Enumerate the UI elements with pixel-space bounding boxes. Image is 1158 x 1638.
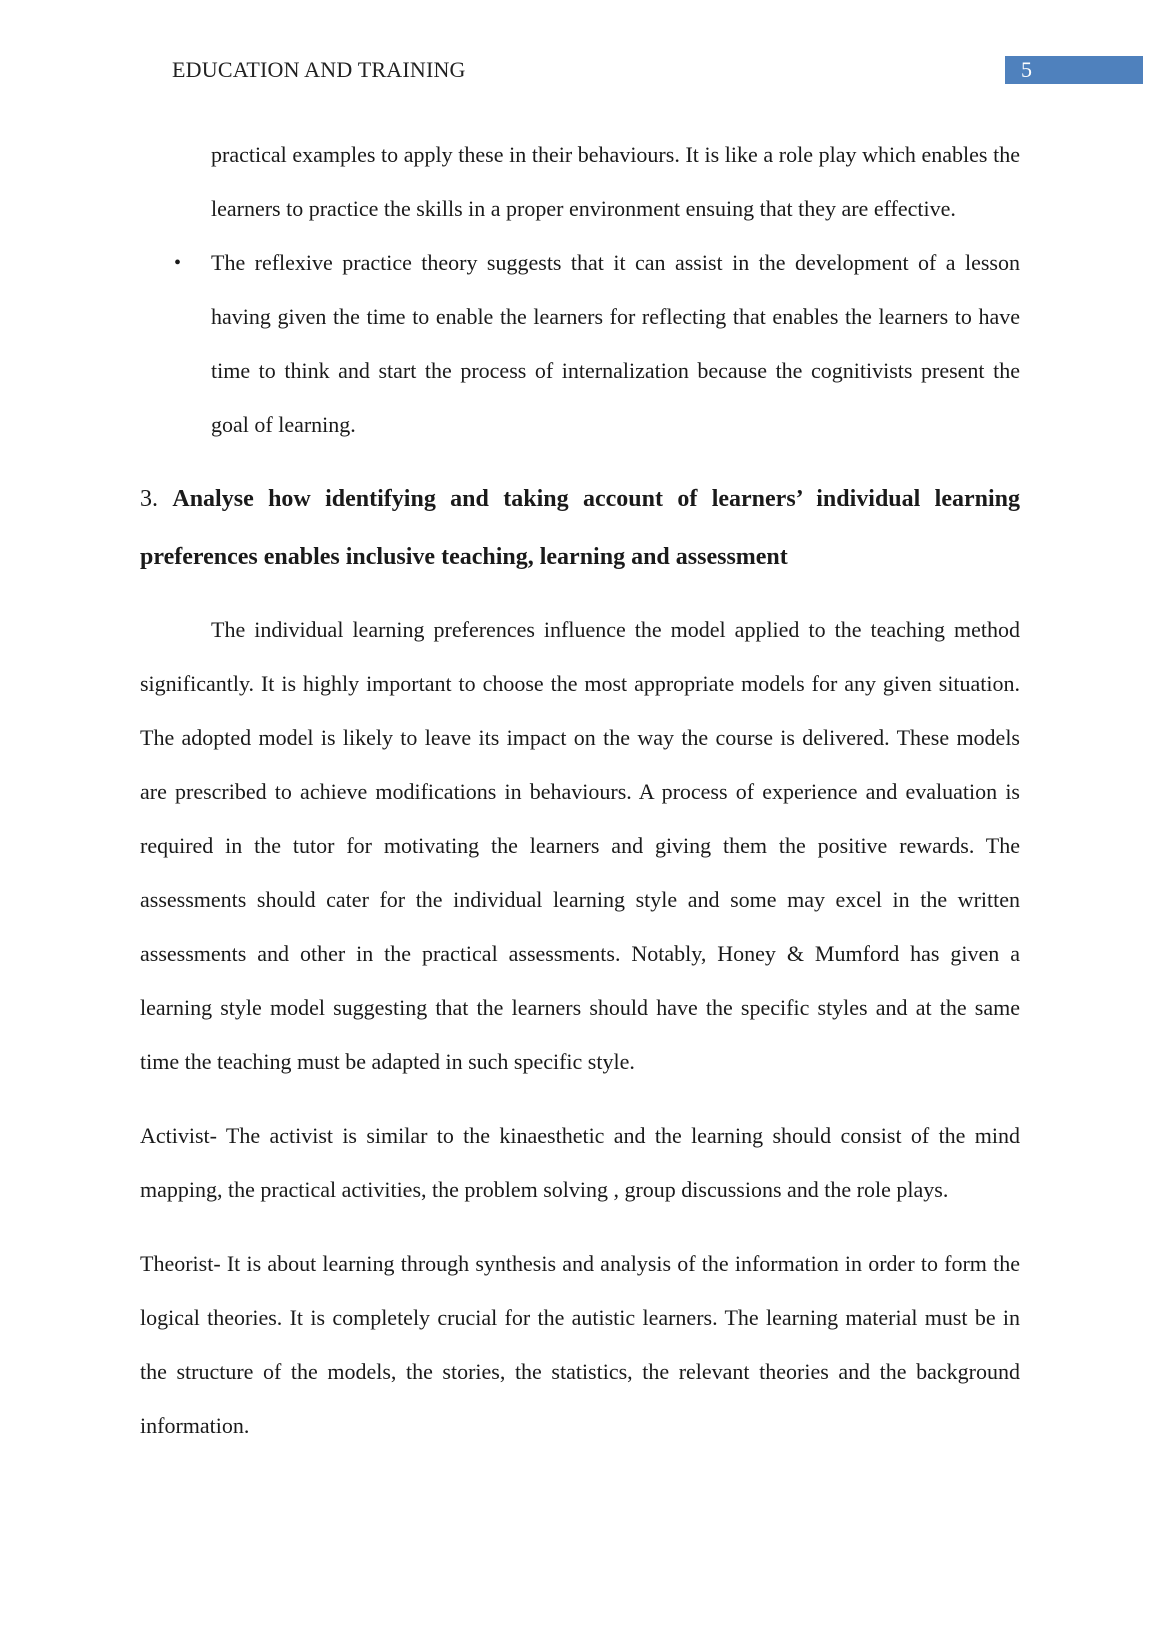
body-paragraph-theorist: Theorist- It is about learning through synthesis and analysis of the information in order to form the logical theories. It is completely crucial for the autistic learners. The learning material must be in the structure of the models, the stories, the statistics, the relevant theories and the background information. [140,1251,1020,1438]
bullet-icon: • [174,252,182,274]
body-paragraph-activist: Activist- The activist is similar to the kinaesthetic and the learning should consist of the mind mapping, the practical activities, the problem solving , group discussions and the role plays. [140,1123,1020,1202]
section-heading [140,470,1020,586]
running-header-title: EDUCATION AND TRAINING [172,57,466,82]
bullet-item-text: The reflexive practice theory suggests that it can assist in the development of a lesson having given the time to enable the learners for reflecting that enables the learners to have time to think and start the process of internalization because the cognitivists present the goal of learning. [211,250,1020,437]
document-body [140,128,1020,1453]
section-heading-text: Analyse how identifying and taking account of learners’ individual learning preferences enables inclusive teaching, learning and assessment [140,486,1021,570]
section-number: 3. [140,486,158,512]
page-number: 5 [1005,56,1143,84]
bullet-list-item [140,236,1020,452]
continuation-paragraph: practical examples to apply these in their behaviours. It is like a role play which enables the learners to practice the skills in a proper environment ensuing that they are effective. [211,142,1020,221]
body-paragraph-learning-preferences: The individual learning preferences influence the model applied to the teaching method significantly. It is highly important to choose the most appropriate models for any given situation. The adopted model is likely to leave its impact on the way the course is delivered. These models are prescribed to achieve modifications in behaviours. A process of experience and evaluation is required in the tutor for motivating the learners and giving them the positive rewards. The assessments should cater for the individual learning style and some may excel in the written assessments and other in the practical assessments. Notably, Honey & Mumford has given a learning style model suggesting that the learners should have the specific styles and at the same time the teaching must be adapted in such specific style. [140,617,1020,1074]
